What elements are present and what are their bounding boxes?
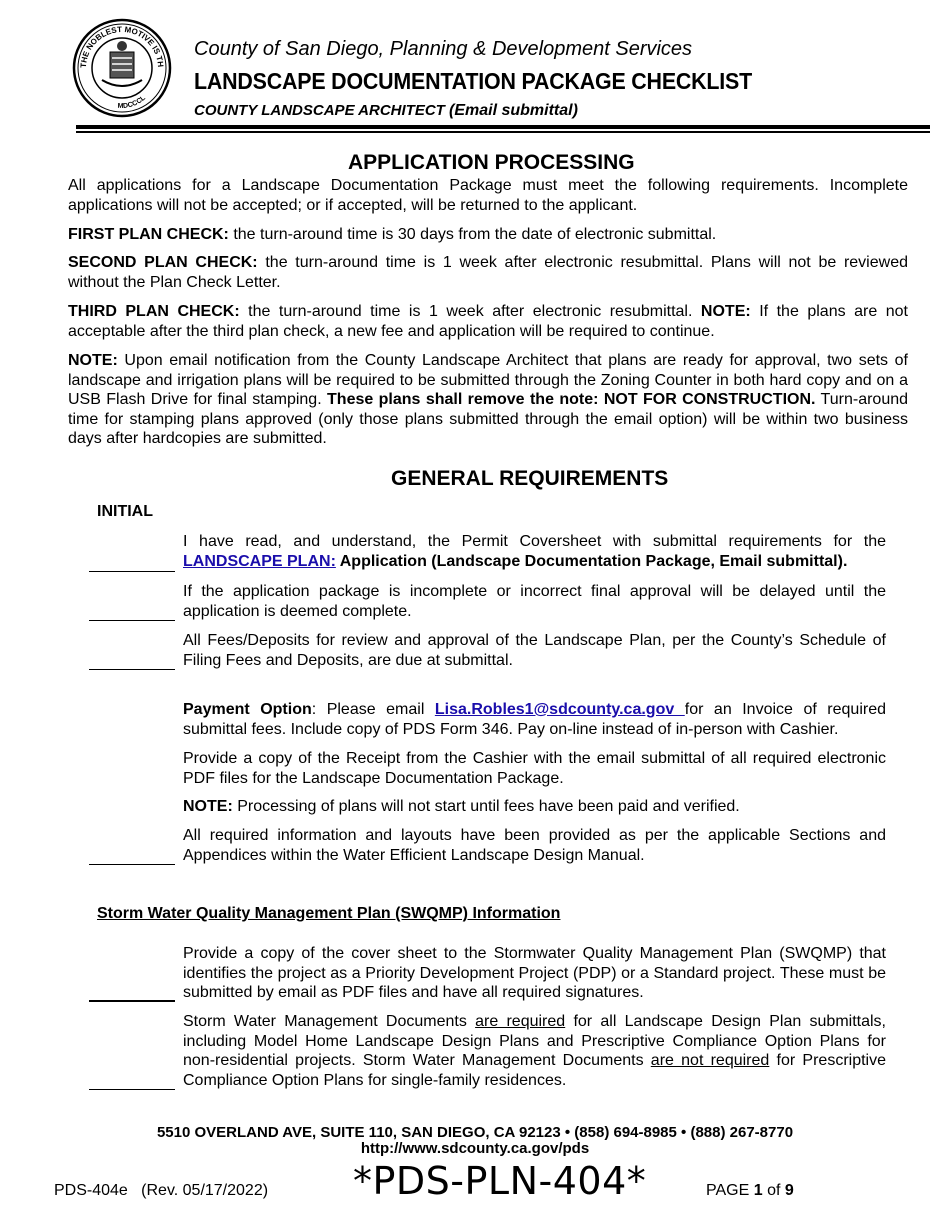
third-plan-check: THIRD PLAN CHECK: the turn-around time is 1 week after electronic resubmittal. NOTE: If the plans are not acceptable after the third plan check, a new fee and application will be required to continue. [68, 303, 908, 340]
agency-name: County of San Diego, Planning & Development Services [194, 38, 693, 60]
svg-text:THE NOBLEST MOTIVE IS THE PUBL: THE NOBLEST MOTIVE IS TH [78, 24, 166, 69]
payment-option: Payment Option: Please email Lisa.Robles1@sdcounty.ca.gov for an Invoice of required submittal fees. Include copy of PDS Form 346. Pay on-line instead of in-person with Cashier. [183, 701, 886, 738]
initial-blank-design-manual[interactable] [89, 864, 175, 865]
initial-blank-fees[interactable] [89, 669, 175, 670]
county-seal-logo [72, 18, 172, 118]
swqmp-documents: Storm Water Management Documents are required for all Landscape Design Plan submittals, including Model Home Landscape Design Plans and Prescriptive Compliance Option Plans for non-residential projects. Storm Water Management Documents are not required for Prescriptive Compliance Option Plans for single-family residences. [183, 1013, 886, 1089]
form-id: PDS-404e (Rev. 05/17/2022) [54, 1182, 269, 1199]
initial-blank-complete-package[interactable] [89, 620, 175, 621]
processing-note: NOTE: Upon email notification from the County Landscape Architect that plans are ready for approval, two sets of landscape and irrigation plans will be required to be submitted through the Zoning Counter in both hard copy and on a USB Flash Drive for final stamping. These plans shall remove the note: NOT FOR CONSTRUCTION. Turn-around time for stamping plans approved (only those plans submitted through the email option) will be within two business days after hardcopies are submitted. [68, 352, 909, 447]
footer-address: 5510 OVERLAND AVE, SUITE 110, SAN DIEGO, CA 92123 • (858) 694-8985 • (888) 267-8770 [156, 1124, 794, 1141]
requirement-fees: All Fees/Deposits for review and approval of the Landscape Plan, per the County’s Schedule of Filing Fees and Deposits, are due at submittal. [183, 632, 886, 669]
header-rule [76, 125, 930, 129]
swqmp-heading: Storm Water Quality Management Plan (SWQMP) Information [97, 905, 561, 922]
footer-url[interactable]: http://www.sdcounty.ca.gov/pds [360, 1140, 590, 1157]
initial-blank-swqmp-docs[interactable] [89, 1089, 175, 1090]
processing-intro: All applications for a Landscape Documentation Package must meet the following requirements. Incomplete applications will not be accepted; or if accepted, will be returned to the applicant. [68, 177, 908, 214]
first-plan-check: FIRST PLAN CHECK: the turn-around time is 30 days from the date of electronic submittal. [68, 226, 717, 243]
requirement-design-manual: All required information and layouts have been provided as per the applicable Sections and Appendices within the Water Efficient Landscape Design Manual. [183, 827, 886, 864]
page-number: PAGE 1 of 9 [706, 1182, 794, 1199]
section-heading-general: GENERAL REQUIREMENTS [391, 467, 669, 490]
receipt-instructions: Provide a copy of the Receipt from the Cashier with the email submittal of all required electronic PDF files for the Landscape Documentation Package. [183, 750, 886, 787]
requirement-coversheet: I have read, and understand, the Permit Coversheet with submittal requirements for the LANDSCAPE PLAN: Application (Landscape Documentation Package, Email submittal). [183, 533, 886, 570]
svg-text:MDCCCL: MDCCCL [117, 94, 147, 111]
requirement-complete-package: If the application package is incomplete or incorrect final approval will be delayed until the application is deemed complete. [183, 583, 886, 620]
document-title: LANDSCAPE DOCUMENTATION PACKAGE CHECKLIST [194, 68, 753, 94]
initial-column-label: INITIAL [97, 503, 153, 520]
payment-email-link[interactable]: Lisa.Robles1@sdcounty.ca.gov [434, 701, 685, 718]
initial-blank-coversheet[interactable] [89, 571, 175, 572]
initial-blank-swqmp-cover[interactable] [89, 1000, 175, 1002]
section-heading-processing: APPLICATION PROCESSING [348, 151, 635, 174]
fees-note: NOTE: Processing of plans will not start until fees have been paid and verified. [183, 798, 740, 815]
swqmp-cover-sheet: Provide a copy of the cover sheet to the Stormwater Quality Management Plan (SWQMP) that identifies the project as a Priority Development Project (PDP) or a Standard project. These must be submitted by email as PDF files and have all required signatures. [183, 945, 886, 1001]
landscape-plan-link[interactable]: LANDSCAPE PLAN: [183, 552, 336, 570]
document-subtitle: COUNTY LANDSCAPE ARCHITECT (Email submittal) [194, 102, 578, 119]
header-rule-thin [76, 131, 930, 133]
form-barcode: *PDS-PLN-404* [353, 1159, 647, 1203]
second-plan-check: SECOND PLAN CHECK: the turn-around time is 1 week after electronic resubmittal. Plans will not be reviewed without the Plan Check Letter. [68, 254, 908, 291]
